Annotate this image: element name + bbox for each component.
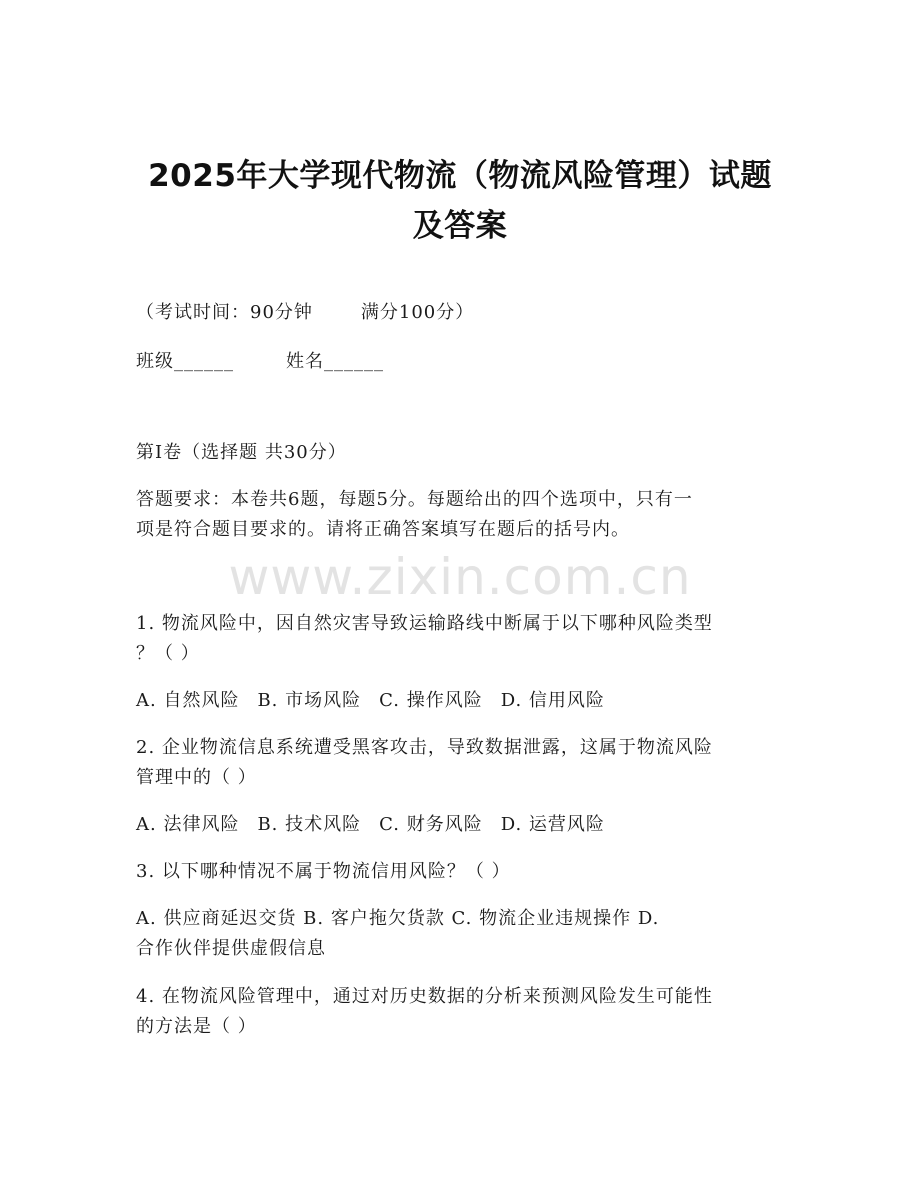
question-2-option-d: D. 运营风险 xyxy=(500,814,605,835)
question-4-stem-line2: 的方法是（ ） xyxy=(136,1016,257,1037)
exam-time: （考试时间：90分钟 xyxy=(136,302,313,323)
document-title-line2: 及答案 xyxy=(412,208,508,244)
question-1-option-d: D. 信用风险 xyxy=(500,690,605,711)
question-2-stem-line1: 2. 企业物流信息系统遭受黑客攻击，导致数据泄露，这属于物流风险 xyxy=(136,737,713,758)
question-2-option-a: A. 法律风险 xyxy=(136,814,240,835)
question-1-option-c: C. 操作风险 xyxy=(379,690,483,711)
question-2-options xyxy=(136,811,786,839)
question-2-option-c: C. 财务风险 xyxy=(379,814,483,835)
instructions-line1: 答题要求：本卷共6题，每题5分。每题给出的四个选项中，只有一 xyxy=(136,489,693,510)
class-field-label: 班级______ xyxy=(136,351,234,372)
question-1-stem-line2: ？（ ） xyxy=(136,643,200,664)
question-2-stem-line2: 管理中的（ ） xyxy=(136,767,257,788)
instructions-line2: 项是符合题目要求的。请将正确答案填写在题后的括号内。 xyxy=(136,519,630,540)
question-1-stem-line1: 1. 物流风险中，因自然灾害导致运输路线中断属于以下哪种风险类型 xyxy=(136,613,713,634)
student-info xyxy=(136,348,786,376)
question-1-option-a: A. 自然风险 xyxy=(136,690,240,711)
exam-score: 满分100分） xyxy=(360,302,475,323)
watermark: www.zixin.com.cn xyxy=(228,548,692,606)
exam-info xyxy=(136,299,786,327)
question-1-option-b: B. 市场风险 xyxy=(257,690,362,711)
question-3-options-line1: A. 供应商延迟交货 B. 客户拖欠货款 C. 物流企业违规操作 D. xyxy=(136,908,660,929)
name-field-label: 姓名______ xyxy=(286,351,384,372)
question-3-options-line2: 合作伙伴提供虚假信息 xyxy=(136,938,326,959)
question-2-option-b: B. 技术风险 xyxy=(257,814,362,835)
question-1-options xyxy=(136,687,786,715)
question-4-stem-line1: 4. 在物流风险管理中，通过对历史数据的分析来预测风险发生可能性 xyxy=(136,986,713,1007)
section-heading: 第I卷（选择题 共30分） xyxy=(136,442,347,463)
document-title-line1: 2025年大学现代物流（物流风险管理）试题 xyxy=(148,158,772,194)
question-3-stem: 3. 以下哪种情况不属于物流信用风险？（ ） xyxy=(136,861,511,882)
